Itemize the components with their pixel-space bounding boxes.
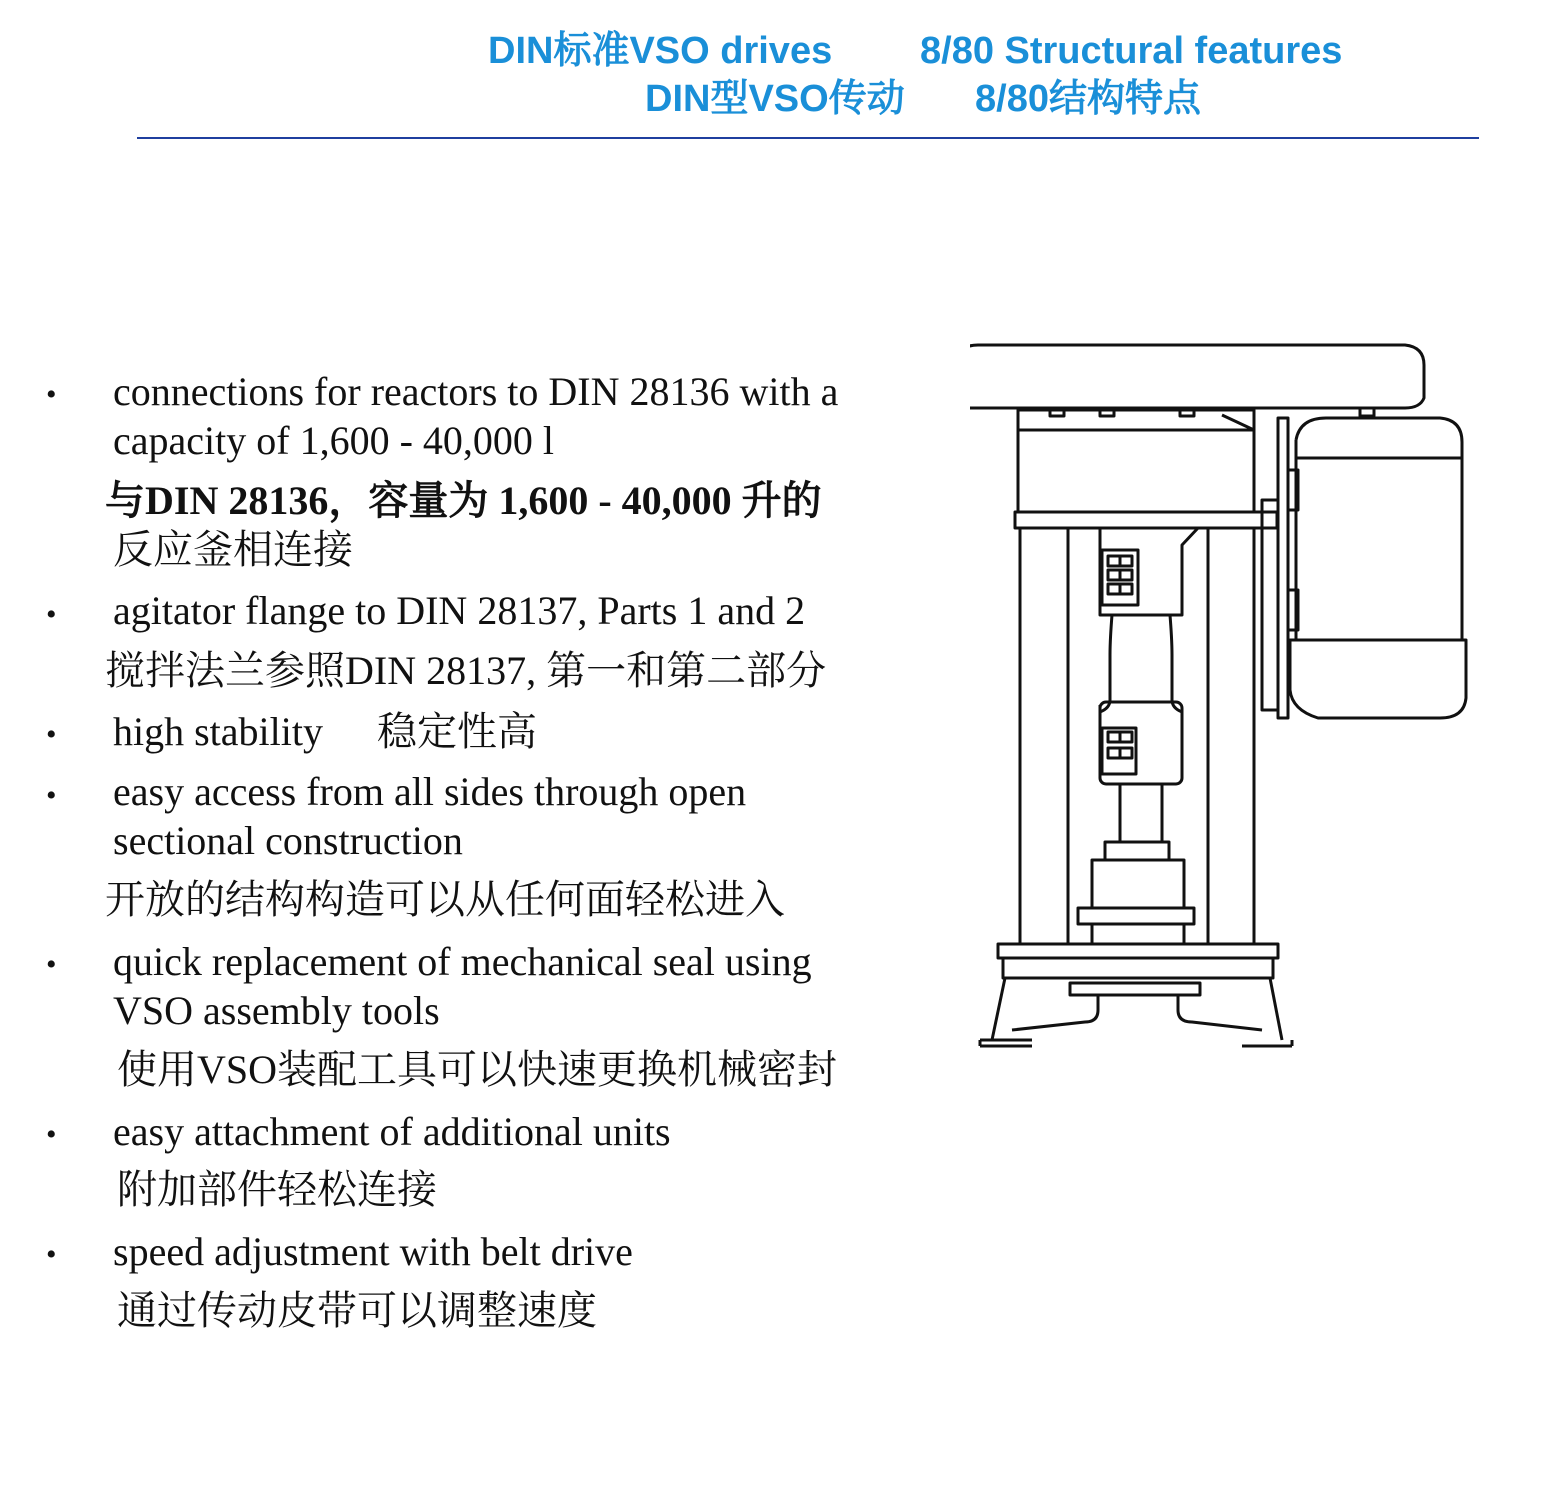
page-title-en-right: 8/80 Structural features <box>920 30 1343 72</box>
bullet-5-en-line-1: quick replacement of mechanical seal using <box>113 939 812 984</box>
bullet-4-en-line-1: easy access from all sides through open <box>113 769 747 814</box>
vso-drive-drawing <box>970 335 1480 1060</box>
bullet-3-zh-line-1: 稳定性高 <box>377 709 537 754</box>
bullet-1-en-line-1: connections for reactors to DIN 28136 with a <box>113 369 839 414</box>
bullet-3-en-line-1: high stability <box>113 709 323 754</box>
bullet-7-zh-line-1: 通过传动皮带可以调整速度 <box>117 1288 597 1333</box>
bullet-marker: • <box>46 948 57 981</box>
bullet-1-zh-line-2: 反应釜相连接 <box>113 527 353 572</box>
bullet-marker: • <box>46 779 57 812</box>
page-title-zh-right: 8/80结构特点 <box>975 78 1201 120</box>
page-title-en-left: DIN标准VSO drives <box>488 30 833 72</box>
bullet-5-en-line-2: VSO assembly tools <box>113 988 440 1033</box>
bullet-1-zh-line-1: 与DIN 28136，容量为 1,600 - 40,000 升的 <box>105 478 822 523</box>
bullet-marker: • <box>46 1118 57 1151</box>
bullet-4-en-line-2: sectional construction <box>113 818 463 863</box>
bullet-2-zh-line-1: 搅拌法兰参照DIN 28137, 第一和第二部分 <box>105 648 827 693</box>
bullet-7-en-line-1: speed adjustment with belt drive <box>113 1229 633 1274</box>
bullet-4-zh-line-1: 开放的结构构造可以从任何面轻松进入 <box>105 877 785 922</box>
bullet-6-en-line-1: easy attachment of additional units <box>113 1109 671 1154</box>
bullet-1-en-line-2: capacity of 1,600 - 40,000 l <box>113 418 554 463</box>
bullet-5-zh-line-1: 使用VSO装配工具可以快速更换机械密封 <box>117 1047 838 1092</box>
bullet-marker: • <box>46 378 57 411</box>
bullet-marker: • <box>46 718 57 751</box>
bullet-marker: • <box>46 1238 57 1271</box>
bullet-6-zh-line-1: 附加部件轻松连接 <box>117 1167 437 1212</box>
bullet-2-en-line-1: agitator flange to DIN 28137, Parts 1 and 2 <box>113 588 806 633</box>
page-title-zh-left: DIN型VSO传动 <box>645 78 905 120</box>
bullet-marker: • <box>46 598 57 631</box>
